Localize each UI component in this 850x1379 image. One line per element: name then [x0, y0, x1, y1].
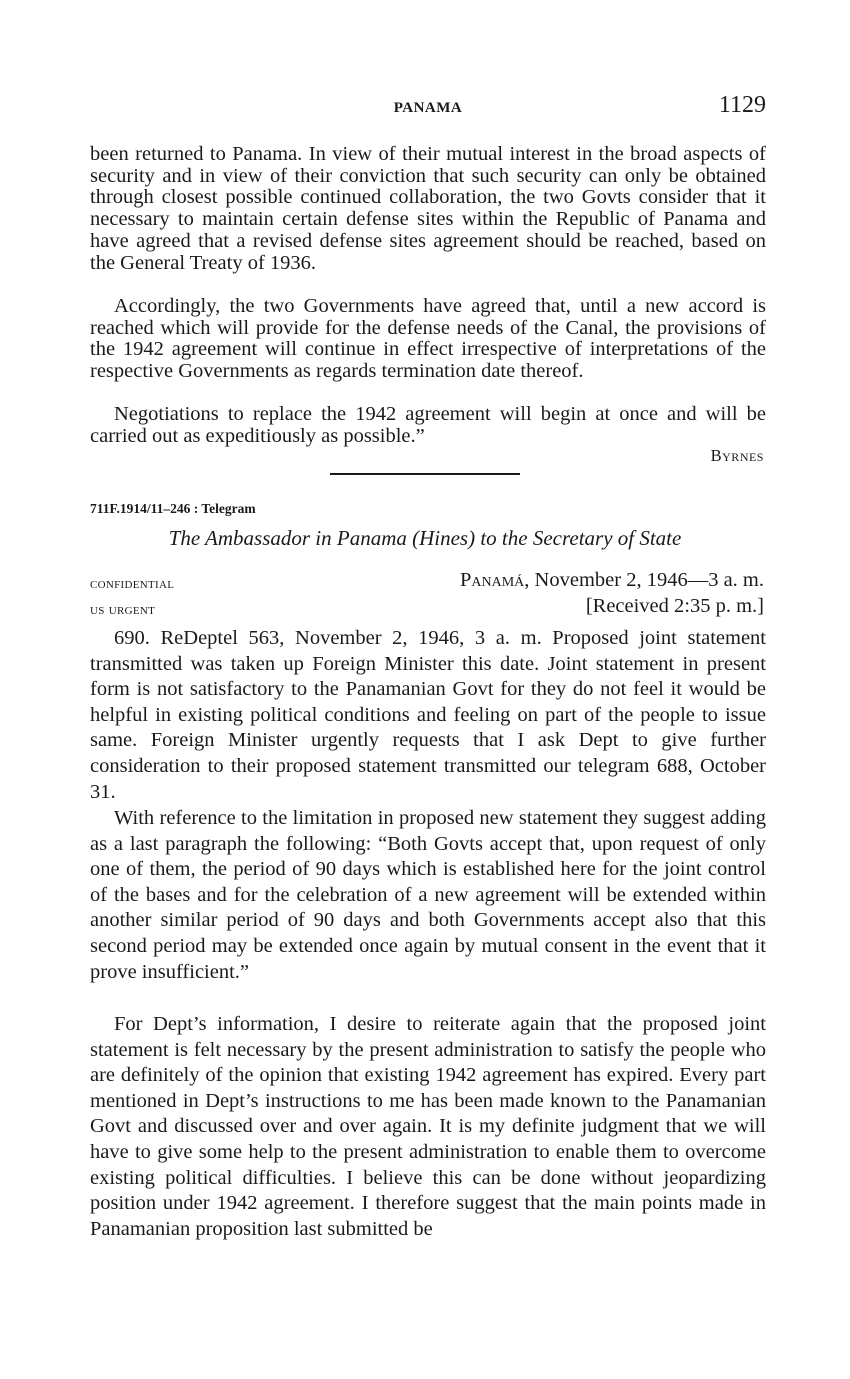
classification-label: confidential [90, 576, 175, 592]
dateline [460, 569, 764, 592]
continued-paragraph: been returned to Panama. In view of their mutual interest in the broad aspects of security and in view of their conviction that such security can only be obtained through closest possible continued collaboration, the two Govts consider that it necessary to maintain certain defense sites within the Republic of Panama and have agreed that a revised defense sites agreement should be reached, based on the General Treaty of 1936. [90, 143, 766, 274]
limitation-paragraph: With reference to the limitation in proposed new statement they suggest adding as a last paragraph the following: “Both Govts accept that, upon request of only one of them, the period of 90 days which is established here for the joint control of the bases and for the celebration of a new agreement will be extended within another similar period of 90 days and both Governments accept also that this second period may be extended once again by mutual consent in the event that it prove insufficient.” [90, 807, 766, 983]
telegram-paragraph-690: 690. ReDeptel 563, November 2, 1946, 3 a. m. Proposed joint statement transmitted was taken up Foreign Minister this date. Joint statement in present form is not satisfactory to the Panamanian Govt for they do not feel it would be helpful in existing political conditions and feeling on part of the people to issue same. Foreign Minister urgently requests that I ask Dept to give further consideration to their proposed statement transmitted our telegram 688, October 31. [90, 627, 766, 803]
priority-label: us urgent [90, 602, 156, 618]
dateline-date: , November 2, 1946—3 a. m. [524, 569, 764, 591]
page-header [90, 92, 766, 128]
running-head: PANAMA [393, 100, 463, 116]
section-divider [330, 473, 520, 475]
dateline-place: Panamá [460, 569, 525, 591]
document-title: The Ambassador in Panama (Hines) to the Secretary of State [168, 526, 682, 550]
file-reference: 711F.1914/11–246 : Telegram [90, 501, 256, 516]
accordingly-paragraph: Accordingly, the two Governments have agreed that, until a new accord is reached which will provide for the defense needs of the Canal, the provisions of the 1942 agreement will continue in effect irrespective of interpretations of the respective Governments as regards termination date thereof. [90, 295, 766, 383]
signature-byrnes: Byrnes [710, 446, 764, 465]
received-stamp: [Received 2:35 p. m.] [585, 595, 764, 617]
negotiations-paragraph: Negotiations to replace the 1942 agreement will begin at once and will be carried out as expeditiously as possible.” [90, 403, 766, 447]
page-number: 1129 [718, 92, 766, 118]
information-paragraph: For Dept’s information, I desire to reiterate again that the proposed joint statement is felt necessary by the present administration to satisfy the people who are definitely of the opinion that existing 1942 agreement has expired. Every part mentioned in Dept’s instructions to me has been made known to the Panamanian Govt and discussed over and over again. It is my definite judgment that we will have to give some help to the present administration to enable them to overcome existing political difficulties. I believe this can be done without jeopardizing position under 1942 agreement. I therefore suggest that the main points made in Panamanian proposition last submitted be [90, 1013, 766, 1240]
